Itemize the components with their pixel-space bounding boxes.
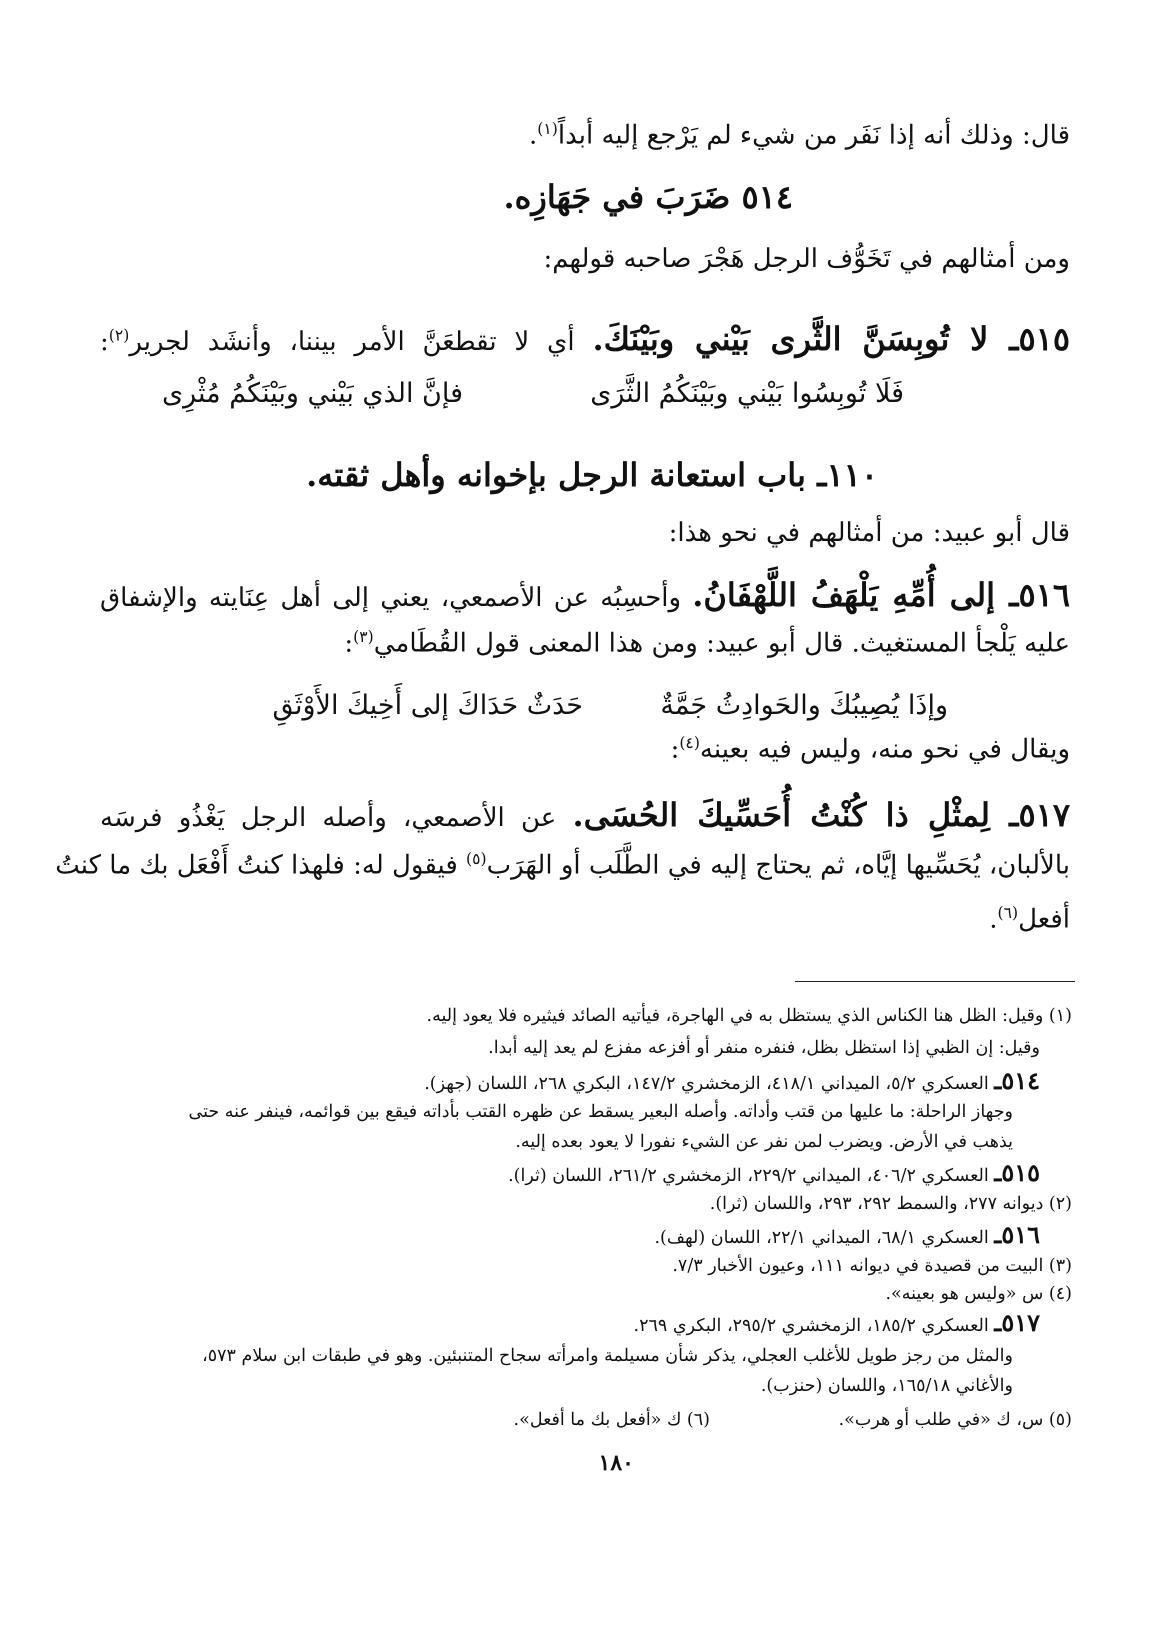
- text-line-9: عليه يَلْجأ المستغيث. قال أبو عبيد: ومن هذا المعنى قول القُطَامي$^{(٣)}$:: [344, 628, 1070, 659]
- footnote-2: (٢) ديوانه ٢٧٧، والسمط ٢٩٢، ٢٩٣، واللسان (ثرا).: [709, 1194, 1072, 1214]
- footnote-3: (٣) البيت من قصيدة في ديوانه ١١١، وعيون الأخبار ٧/٣.: [672, 1256, 1072, 1276]
- chapter-title: ١١٠ـ باب استعانة الرجل بإخوانه وأهل ثقته.: [306, 456, 878, 494]
- text-line-1: قال: وذلك أنه إذا نَفَر من شيء لم يَرْجع إليه أبداً$^{(١)}$.: [529, 120, 1070, 151]
- footnote-4: (٤) س «وليس هو بعينه».: [885, 1284, 1072, 1304]
- text-line-3: ومن أمثالهم في تَخَوُّف الرجل هَجْرَ صاحبه قولهم:: [543, 244, 1070, 274]
- text-line-14: أفعل$^{(٦)}$.: [989, 904, 1070, 935]
- text: قال: وذلك أنه إذا نَفَر من شيء لم يَرْجع إليه أبداً: [557, 120, 1070, 151]
- hemistich-right: وإذَا يُصِيبُكَ والحَوادِثُ جَمَّةٌ: [660, 690, 948, 721]
- hemistich-left: فإنَّ الذي بَيْني وبَيْنَكُمُ مُثْرِى: [161, 378, 463, 409]
- footnote-515: ٥١٥ـ العسكري ٤٠٦/٢، الميداني ٢٢٩/٢، الزمخشري ٢٦١/٢، اللسان (ثرا).: [508, 1158, 1040, 1187]
- proverb-514: ٥١٤ ضَرَبَ في جَهَازِه.: [503, 178, 793, 216]
- footnote-514: ٥١٤ـ العسكري ٥/٢، الميداني ٤١٨/١، الزمخشري ١٤٧/٢، البكري ٢٦٨، اللسان (جهز).: [424, 1066, 1040, 1095]
- footnote-517: ٥١٧ـ العسكري ١٨٥/٢، الزمخشري ٢٩٥/٢، البكري ٢٦٩.: [633, 1308, 1040, 1337]
- footnote-ref-5[interactable]: (٥): [466, 850, 487, 868]
- page-number: ١٨٠: [598, 1450, 634, 1476]
- footnote-1: (١) وقيل: الظل هنا الكناس الذي يستظل به في الهاجرة، فيأتيه الصائد فيثيره فلا يعود إليه.: [426, 1006, 1072, 1026]
- proverb-515: ٥١٥ـ لا تُوبِسَنَّ الثَّرى بَيْني وبَيْنَكَ.: [592, 320, 1071, 358]
- hemistich-left: حَدَثٌ حَدَاكَ إلى أَخِيكَ الأَوْثَقِ: [272, 690, 583, 721]
- footnote-ref-1[interactable]: (١): [537, 120, 558, 138]
- footnote-1-cont: وقيل: إن الظبي إذا استظل بظل، فنفره منفر أو أفزعه مفزع لم يعد إليه أبدا.: [488, 1038, 1040, 1058]
- footnote-517-note-2: والأغاني ١٦٥/١٨، واللسان (حنزب).: [760, 1376, 1013, 1396]
- footnote-ref-2[interactable]: (٢): [108, 326, 130, 345]
- footnote-ref-3[interactable]: (٣): [353, 628, 374, 646]
- proverb-516: ٥١٦ـ إلى أُمِّهِ يَلْهَفُ اللَّهْفَانُ.: [692, 576, 1071, 614]
- proverb-517-line: ٥١٧ـ لِمثْلِ ذا كُنْتُ أُحَسِّيكَ الحُسَى. عن الأصمعي، وأصله الرجل يَغْذُو فرسَه: [100, 796, 1071, 834]
- text-line-11: ويقال في نحو منه، وليس فيه بعينه$^{(٤)}$:: [670, 734, 1070, 765]
- footnote-6: (٦) ك «أفعل بك ما أفعل».: [513, 1410, 710, 1430]
- footnote-514-note-2: يذهب في الأرض. ويضرب لمن نفر عن الشيء نفورا لا يعود بعده إليه.: [515, 1132, 1013, 1152]
- footnote-separator: [795, 981, 1075, 982]
- footnote-514-note-1: وجهاز الراحلة: ما عليها من قتب وأداته. وأصله البعير يسقط عن ظهره القتب بأداته فيقع بين قوائمه، فينفر عنه حتى: [188, 1102, 1013, 1122]
- footnote-517-note-1: والمثل من رجز طويل للأغلب العجلي، يذكر شأن مسيلمة وامرأته سجاح المتنبئين. وهو في طبقات ابن سلام ٥٧٣،: [202, 1346, 1013, 1366]
- hemistich-right: فَلَا تُوبِسُوا بَيْني وبَيْنَكُمُ الثَّرَى: [590, 378, 904, 409]
- text-line-13: بالألبان، يُحَسِّيها إيَّاه، ثم يحتاج إليه في الطَّلَب أو الهَرَب$^{(٥)}$ فيقول له: فلهذا كنتُ أَفْعَل بك ما كنتُ: [55, 850, 1070, 881]
- footnote-ref-6[interactable]: (٦): [997, 904, 1019, 922]
- footnote-516: ٥١٦ـ العسكري ٦٨/١، الميداني ٢٢/١، اللسان (لهف).: [654, 1220, 1040, 1249]
- proverb-516-line: ٥١٦ـ إلى أُمِّهِ يَلْهَفُ اللَّهْفَانُ. وأحسِبُه عن الأصمعي، يعني إلى أهل عِنَايته والإشفاق: [100, 576, 1071, 614]
- proverb-515-line: ٥١٥ـ لا تُوبِسَنَّ الثَّرى بَيْني وبَيْنَكَ. أي لا تقطعَنَّ الأمر بيننا، وأنشَد لجرير$^{(٢)}$:: [100, 320, 1071, 358]
- proverb-517: ٥١٧ـ لِمثْلِ ذا كُنْتُ أُحَسِّيكَ الحُسَى.: [572, 796, 1071, 834]
- text-line-7: قال أبو عبيد: من أمثالهم في نحو هذا:: [668, 518, 1070, 548]
- footnote-5: (٥) س، ك «في طلب أو هرب».: [838, 1410, 1072, 1430]
- footnote-ref-4[interactable]: (٤): [679, 734, 700, 752]
